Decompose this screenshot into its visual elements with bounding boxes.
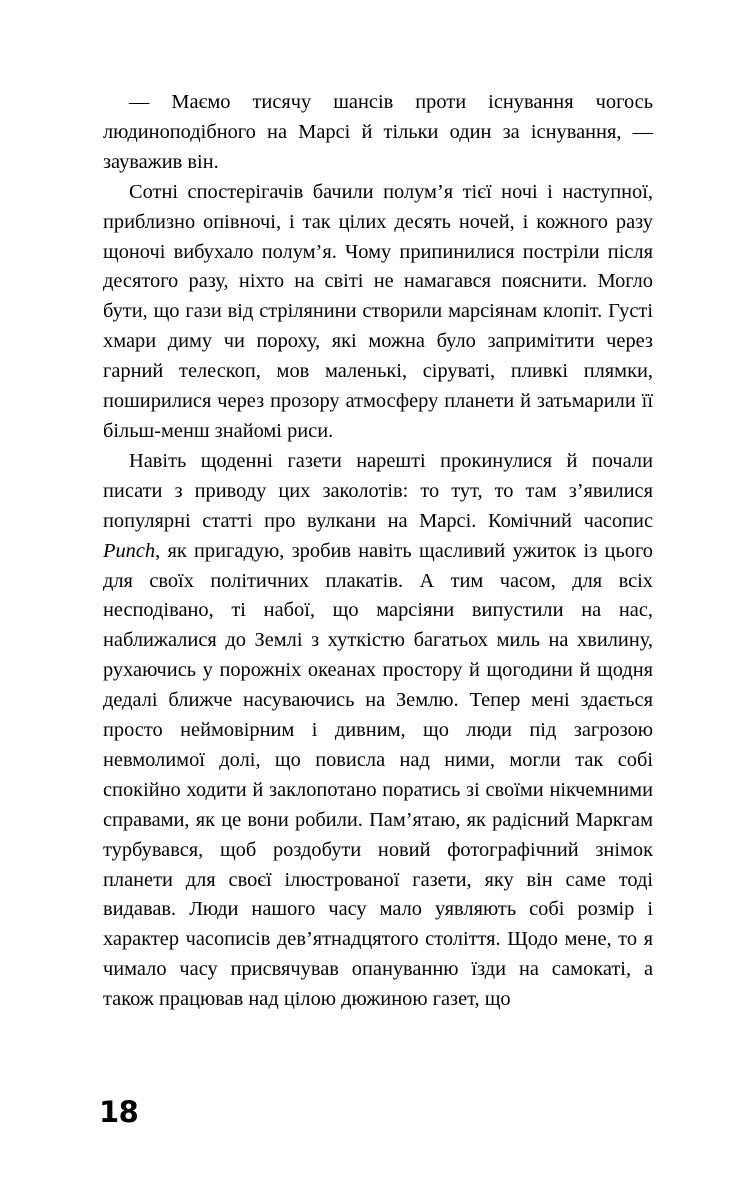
page-number: 18 (99, 1095, 139, 1129)
paragraph-3: Навіть щоденні газети нарешті прокинулися й почали писати з приводу цих заколотів: то тут, то там з’явилися популярні статті про вулкани на Марсі. Комічний часопис Punch, як пригадую, зробив навіть щасливий ужиток із цього для своїх політичних плакатів. А тим часом, для всіх несподівано, ті набої, що марсіяни випустили на нас, наближалися до Землі з хуткістю багатьох миль на хвилину, рухаючись у порожніх океанах простору й щогодини й щодня дедалі ближче насуваючись на Землю. Тепер мені здається просто неймовірним і дивним, що люди під загрозою невмолимої долі, що повисла над ними, могли так собі спокійно ходити й заклопотано поратись зі своїми нікчемними справами, як це вони робили. Пам’ятаю, як радісний Маркгам турбувався, щоб роздобути новий фотографічний знімок планети для своєї ілюстрованої газети, яку він саме тоді видавав. Люди нашого часу мало уявляють собі розмір і характер часописів дев’ятнадцятого століття. Щодо мене, то я чимало часу присвячував опануванню їзди на самокаті, а також працював над цілою дюжиною газет, що (103, 449, 653, 1011)
paragraph-2: Сотні спостерігачів бачили полум’я тієї ночі і наступної, приблизно опівночі, і так цілих десять ночей, і кожного разу щоночі вибухало полум’я. Чому припинилися постріли після десятого разу, ніхто на світі не намагався пояснити. Могло бути, що гази від стрілянини створили марсіянам клопіт. Густі хмари диму чи пороху, які можна було запримітити через гарний телескоп, мов маленькі, сіруваті, пливкі плямки, поширилися через прозору атмосферу планети й затьмарили її більш-менш знайомі риси. (103, 180, 653, 442)
body-text-block (103, 88, 653, 1015)
paragraph-1: — Маємо тисячу шансів проти існування чогось людиноподібного на Марсі й тільки один за існування, — зауважив він. (103, 91, 653, 173)
